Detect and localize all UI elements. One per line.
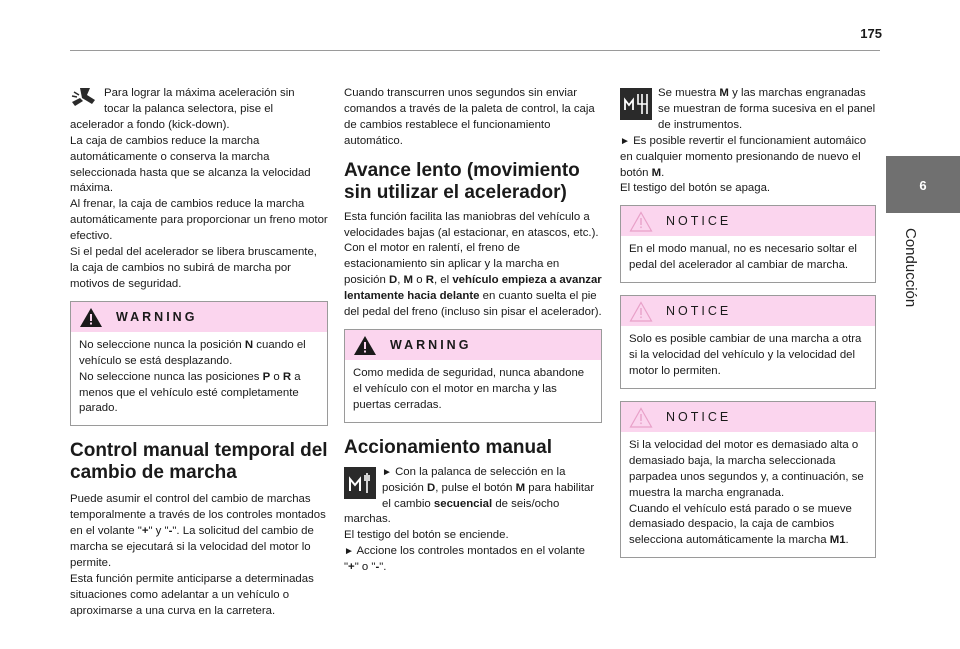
manual-mode-icon bbox=[344, 467, 376, 499]
arrow-icon: ► bbox=[620, 135, 630, 147]
notice-header bbox=[621, 402, 875, 432]
notice-box-2 bbox=[620, 295, 876, 389]
column-2 bbox=[344, 86, 602, 576]
notice-triangle-icon bbox=[629, 407, 653, 428]
notice-body bbox=[621, 326, 875, 388]
col3-para-3: El testigo del botón se apaga. bbox=[620, 182, 771, 195]
bold: M bbox=[403, 274, 414, 287]
bold: M1 bbox=[829, 534, 846, 547]
col2-para-2: Esta función facilita las maniobras del vehículo a velocidades bajas (al estacionar, en atascos, etc.). bbox=[344, 210, 599, 239]
text: . bbox=[845, 534, 849, 547]
col1-para-1: La caja de cambios reduce la marcha automáticamente o conserva la marcha seleccionada hasta que se alcanza la velocidad máxima. bbox=[70, 134, 311, 195]
notice-header bbox=[621, 296, 875, 326]
text: Accione los controles montados en el volante " bbox=[344, 545, 586, 574]
notice-text: Si la velocidad del motor es demasiado alta o demasiado baja, la marcha seleccionada parpadea unos segundos y, a continuación, se muestra la marcha engranada. bbox=[629, 438, 864, 499]
warning-title: WARNING bbox=[116, 309, 198, 324]
page-number: 175 bbox=[860, 26, 882, 41]
plus-label: + bbox=[141, 525, 149, 538]
bold: M bbox=[651, 166, 662, 179]
notice-body bbox=[621, 236, 875, 282]
chapter-label-wrap bbox=[902, 228, 920, 338]
notice-triangle-icon bbox=[629, 301, 653, 322]
bold: vehículo empieza a avanzar lentamente hacia delante bbox=[344, 274, 602, 303]
warn-text: a menos que el vehículo esté completamente parado. bbox=[79, 370, 301, 415]
warn-text: No seleccione nunca la posición bbox=[79, 338, 245, 351]
col3-para-2 bbox=[620, 134, 876, 182]
col2-para-6 bbox=[344, 544, 602, 576]
kickdown-line-1: Para lograr la máxima aceleración sin bbox=[104, 87, 295, 99]
notice-title: NOTICE bbox=[666, 409, 732, 424]
text: . bbox=[661, 166, 665, 179]
header-rule bbox=[70, 50, 880, 51]
warning-text: Como medida de seguridad, nunca abandone el vehículo con el motor en marcha y las puertas cerradas. bbox=[353, 366, 585, 411]
notice-header bbox=[621, 206, 875, 236]
minus-label: - bbox=[375, 561, 380, 574]
kickdown-line-2: tocar la palanca selectora, pise el bbox=[104, 102, 274, 115]
warning-body bbox=[71, 332, 327, 426]
display-block bbox=[620, 86, 876, 134]
column-1 bbox=[70, 86, 328, 620]
section-heading-creep: Avance lento (movimiento sin utilizar el acelerador) bbox=[344, 159, 580, 203]
text: Con la palanca de selección en la posición bbox=[382, 465, 566, 494]
plus-label: + bbox=[348, 561, 355, 574]
text: , el bbox=[433, 274, 453, 287]
bold: secuencial bbox=[433, 497, 493, 510]
text: , bbox=[397, 274, 404, 287]
notice-text: En el modo manual, no es necesario soltar el pedal del acelerador al cambiar de marcha. bbox=[629, 243, 857, 272]
notice-text: Solo es posible cambiar de una marcha a otra si la velocidad del vehículo y la velocidad del motor lo permiten. bbox=[629, 333, 862, 377]
warning-box-2 bbox=[344, 329, 602, 423]
kickdown-block bbox=[70, 86, 328, 134]
warning-header bbox=[345, 330, 601, 360]
text: Se muestra bbox=[658, 87, 720, 99]
text: ". bbox=[379, 561, 387, 574]
text: ". La solicitud del cambio de marcha se ejecutará si la velocidad del motor lo permite. bbox=[70, 525, 314, 569]
notice-title: NOTICE bbox=[666, 304, 732, 319]
col2-para-1: Cuando transcurren unos segundos sin enviar comandos a través de la paleta de control, la caja de cambios restablece el funcionamiento automático. bbox=[344, 87, 595, 147]
col1-para-4 bbox=[70, 492, 328, 572]
warn-bold: R bbox=[282, 370, 292, 383]
notice-triangle-icon bbox=[629, 211, 653, 232]
section-heading-manual-control: Control manual temporal del cambio de marcha bbox=[70, 440, 328, 484]
manual-block bbox=[344, 465, 602, 529]
col2-para-5: El testigo del botón se enciende. bbox=[344, 529, 509, 542]
warn-text: o bbox=[270, 370, 283, 383]
warning-triangle-icon bbox=[353, 335, 377, 356]
chapter-number: 6 bbox=[919, 178, 927, 193]
text: , pulse el botón bbox=[435, 481, 516, 494]
text: de seis/ocho marchas. bbox=[344, 497, 560, 526]
column-3 bbox=[620, 86, 876, 558]
bold: D bbox=[388, 274, 398, 287]
col2-para-3 bbox=[344, 241, 602, 321]
warn-text: cuando el vehículo se está desplazando. bbox=[79, 338, 306, 367]
notice-box-1 bbox=[620, 205, 876, 283]
warning-title: WARNING bbox=[390, 337, 472, 352]
text: o bbox=[413, 274, 426, 287]
bold: M bbox=[719, 87, 729, 99]
text: " y " bbox=[148, 525, 169, 538]
text: y las marchas engranadas se muestran de forma sucesiva en el panel de instrumentos. bbox=[658, 87, 876, 131]
text: Con el motor en ralentí, el freno de estacionamiento sin aplicar y la marcha en posición bbox=[344, 242, 560, 287]
chapter-tab[interactable] bbox=[886, 156, 960, 213]
text: Cuando el vehículo está parado o se mueve demasiado despacio, la caja de cambios selecciona automáticamente la marcha bbox=[629, 502, 852, 547]
warning-box-1 bbox=[70, 301, 328, 427]
warning-triangle-icon bbox=[79, 307, 103, 328]
text: Es posible revertir el funcionamient automáico en cualquier momento presionando de nuevo el botón bbox=[620, 134, 867, 179]
minus-label: - bbox=[168, 525, 173, 538]
notice-title: NOTICE bbox=[666, 214, 732, 229]
col2-para-4 bbox=[344, 465, 602, 529]
bold: R bbox=[425, 274, 434, 287]
bold: D bbox=[426, 481, 436, 494]
arrow-icon: ► bbox=[382, 466, 392, 478]
text: para habilitar el cambio bbox=[382, 481, 595, 510]
arrow-icon: ► bbox=[344, 546, 354, 558]
notice-box-3 bbox=[620, 401, 876, 558]
col1-para-5: Esta función permite anticiparse a determinadas situaciones como adelantar a un vehículo o aproximarse a una curva en la carretera. bbox=[70, 572, 314, 617]
col1-para-2: Al frenar, la caja de cambios reduce la marcha automáticamente para proporcionar un freno motor efectivo. bbox=[70, 198, 328, 243]
text: Puede asumir el control del cambio de marchas temporalmente a través de los controles montados en el volante " bbox=[70, 493, 326, 538]
pedal-icon bbox=[70, 86, 100, 108]
bold: M bbox=[515, 481, 526, 494]
text: en cuanto suelta el pie del pedal del freno (incluso sin pisar el acelerador). bbox=[344, 290, 602, 319]
section-heading-manual: Accionamiento manual bbox=[344, 436, 552, 458]
warning-body bbox=[345, 360, 601, 422]
chapter-label: Conducción bbox=[902, 228, 919, 308]
gear-display-icon bbox=[620, 88, 652, 120]
warn-text: No seleccione nunca las posiciones bbox=[79, 370, 263, 383]
warn-bold: P bbox=[262, 370, 271, 383]
notice-body bbox=[621, 432, 875, 557]
kickdown-line-3: acelerador a fondo (kick-down). bbox=[70, 118, 230, 131]
col1-para-3: Si el pedal del acelerador se libera bruscamente, la caja de cambios no subirá de marcha por motivos de seguridad. bbox=[70, 246, 317, 290]
notice-text-2 bbox=[629, 502, 867, 550]
col3-para-1 bbox=[620, 86, 876, 134]
warn-bold: N bbox=[244, 338, 254, 351]
text: " o " bbox=[354, 561, 376, 574]
warning-header bbox=[71, 302, 327, 332]
